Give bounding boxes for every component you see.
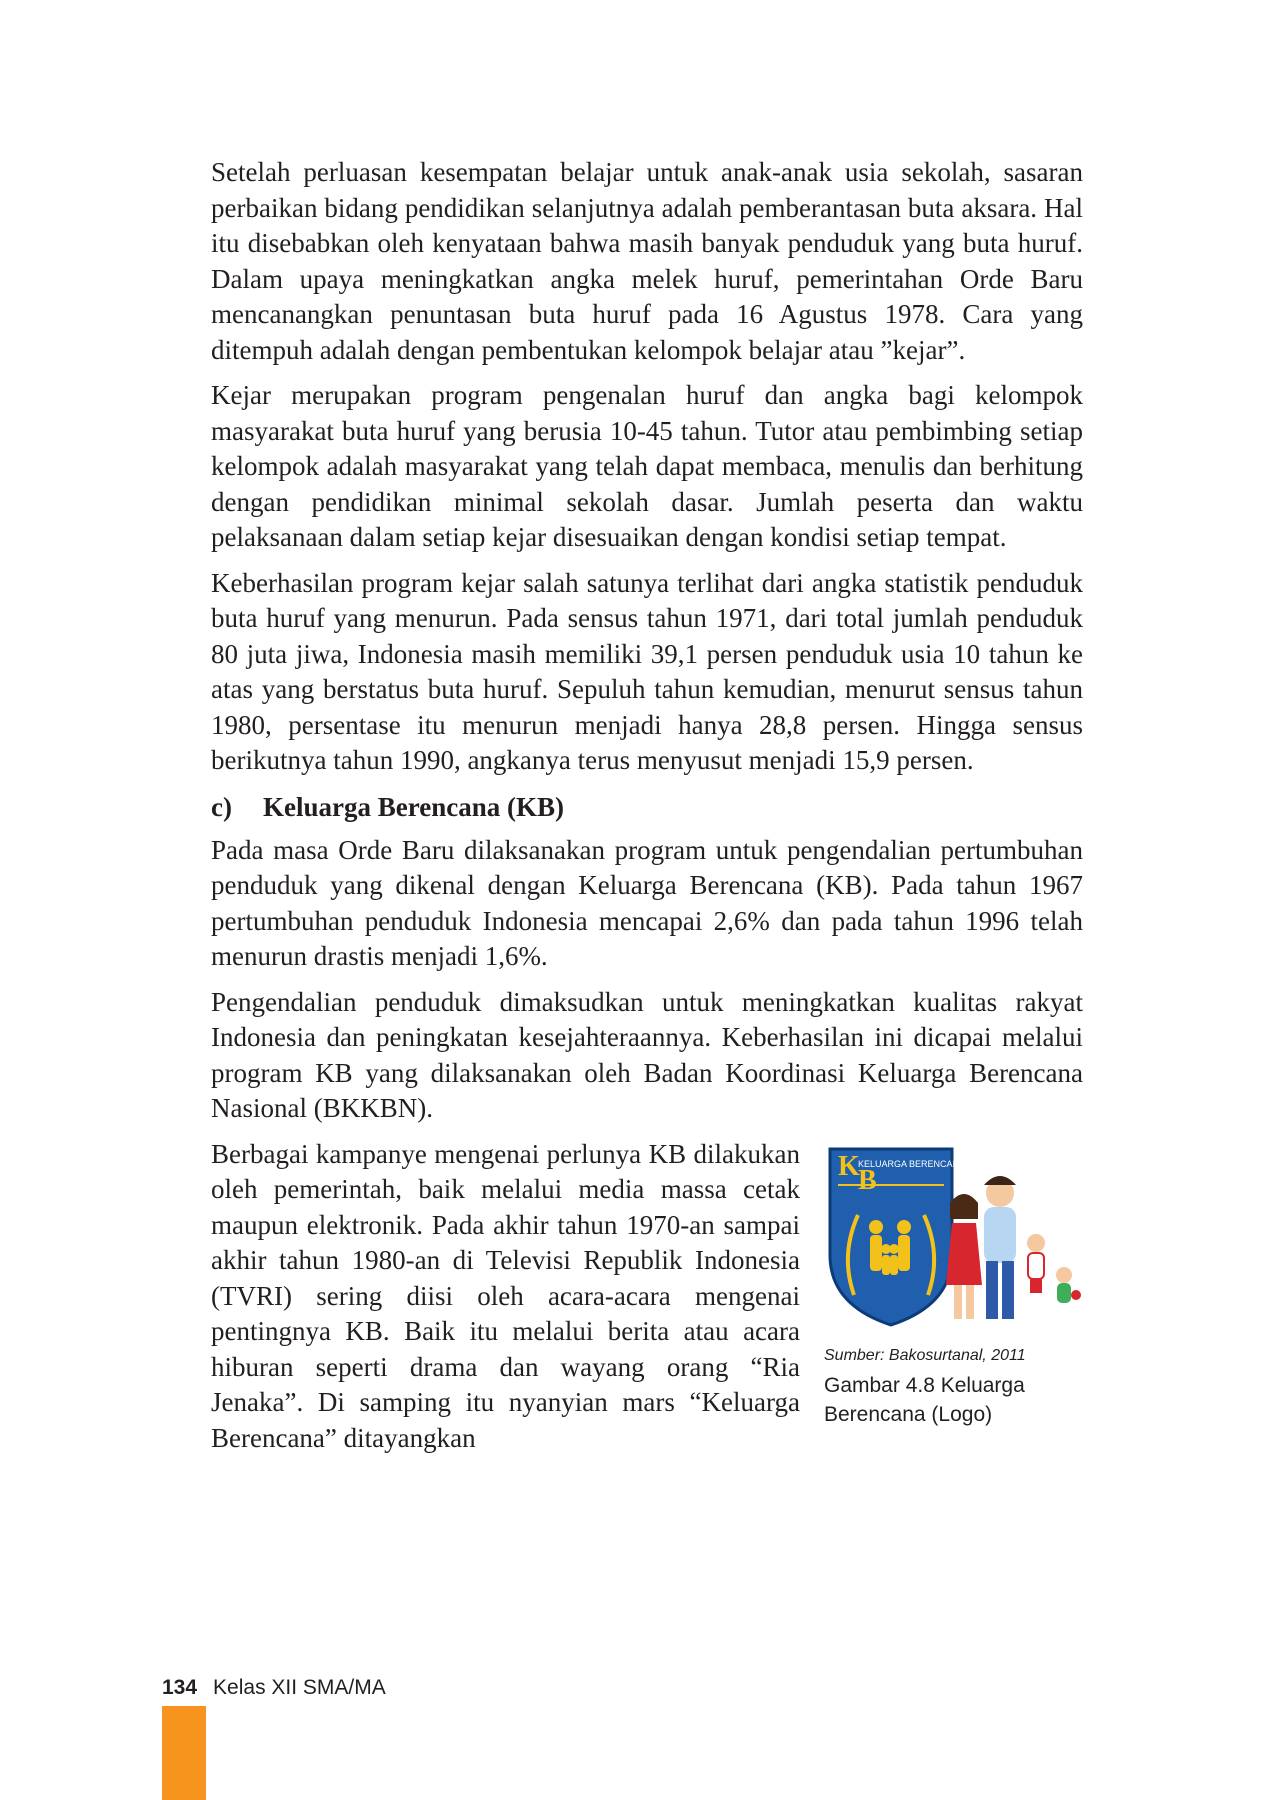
footer-accent-bar — [162, 1706, 206, 1800]
paragraph-kb-3: Berbagai kampanye mengenai perlunya KB dilakukan oleh pemerintah, baik melalui media massa cetak maupun elektronik. Pada akhir tahun 1970-an sampai akhir tahun 1980-an di Televisi Republik Indonesia (TVRI) sering diisi oleh acara-acara mengenai pentingnya KB. Baik itu melalui berita atau acara hiburan seperti drama dan wayang orang “Ria Jenaka”. Di samping itu nyanyian mars “Keluarga Berencana” ditayangkan — [211, 1138, 800, 1453]
section-heading — [211, 789, 1083, 825]
section-title: Keluarga Berencana (KB) — [263, 791, 564, 822]
section-number: c) — [211, 791, 232, 822]
figure-source: Sumber: Bakosurtanal, 2011 — [824, 1346, 1026, 1364]
page-footer — [162, 1676, 386, 1700]
paragraph-literacy-3: Keberhasilan program kejar salah satunya terlihat dari angka statistik penduduk buta huruf yang menurun. Pada sensus tahun 1971, dari total jumlah penduduk 80 juta jiwa, Indonesia masih memiliki 39,1 persen penduduk usia 10 tahun ke atas yang berstatus buta huruf. Sepuluh tahun kemudian, menurut sensus tahun 1980, persentase itu menurun menjadi hanya 28,8 persen. Hingga sensus berikutnya tahun 1990, angkanya terus menyusut menjadi 15,9 persen. — [211, 567, 1083, 775]
page-number: 134 — [162, 1676, 198, 1699]
text-with-figure — [211, 1137, 1083, 1467]
page-content — [211, 155, 1083, 1466]
paragraph-literacy-1: Setelah perluasan kesempatan belajar untuk anak-anak usia sekolah, sasaran perbaikan bidang pendidikan selanjutnya adalah pemberantasan buta aksara. Hal itu disebabkan oleh kenyataan bahwa masih banyak penduduk yang buta huruf. Dalam upaya meningkatkan angka melek huruf, pemerintahan Orde Baru mencanangkan penuntasan buta huruf pada 16 Agustus 1978. Cara yang ditempuh adalah dengan pembentukan kelompok belajar atau ”kejar”. — [211, 157, 1083, 365]
figure-caption: Gambar 4.8 Keluarga Berencana (Logo) — [824, 1373, 1025, 1426]
logo-text: KELUARGA BERENCANA — [858, 1158, 966, 1169]
kb-logo-illustration — [824, 1145, 1083, 1333]
book-title: Kelas XII SMA/MA — [213, 1676, 386, 1699]
svg-text:K: K — [838, 1150, 860, 1182]
paragraph-literacy-2: Kejar merupakan program pengenalan huruf dan angka bagi kelompok masyarakat buta huruf yang berusia 10-45 tahun. Tutor atau pembimbing setiap kelompok adalah masyarakat yang telah dapat membaca, menulis dan berhitung dengan pendidikan minimal sekolah dasar. Jumlah peserta dan waktu pelaksanaan dalam setiap kejar disesuaikan dengan kondisi setiap tempat. — [211, 380, 1083, 552]
figure-kb-logo — [824, 1145, 1083, 1429]
paragraph-kb-1: Pada masa Orde Baru dilaksanakan program untuk pengendalian pertumbuhan penduduk yang dikenal dengan Keluarga Berencana (KB). Pada tahun 1967 pertumbuhan penduduk Indonesia mencapai 2,6% dan pada tahun 1996 telah menurun drastis menjadi 1,6%. — [211, 834, 1083, 971]
paragraph-kb-2: Pengendalian penduduk dimaksudkan untuk meningkatkan kualitas rakyat Indonesia dan peningkatan kesejahteraannya. Keberhasilan ini dicapai melalui program KB yang dilaksanakan oleh Badan Koordinasi Keluarga Berencana Nasional (BKKBN). — [211, 986, 1083, 1123]
svg-text:B: B — [858, 1164, 877, 1196]
